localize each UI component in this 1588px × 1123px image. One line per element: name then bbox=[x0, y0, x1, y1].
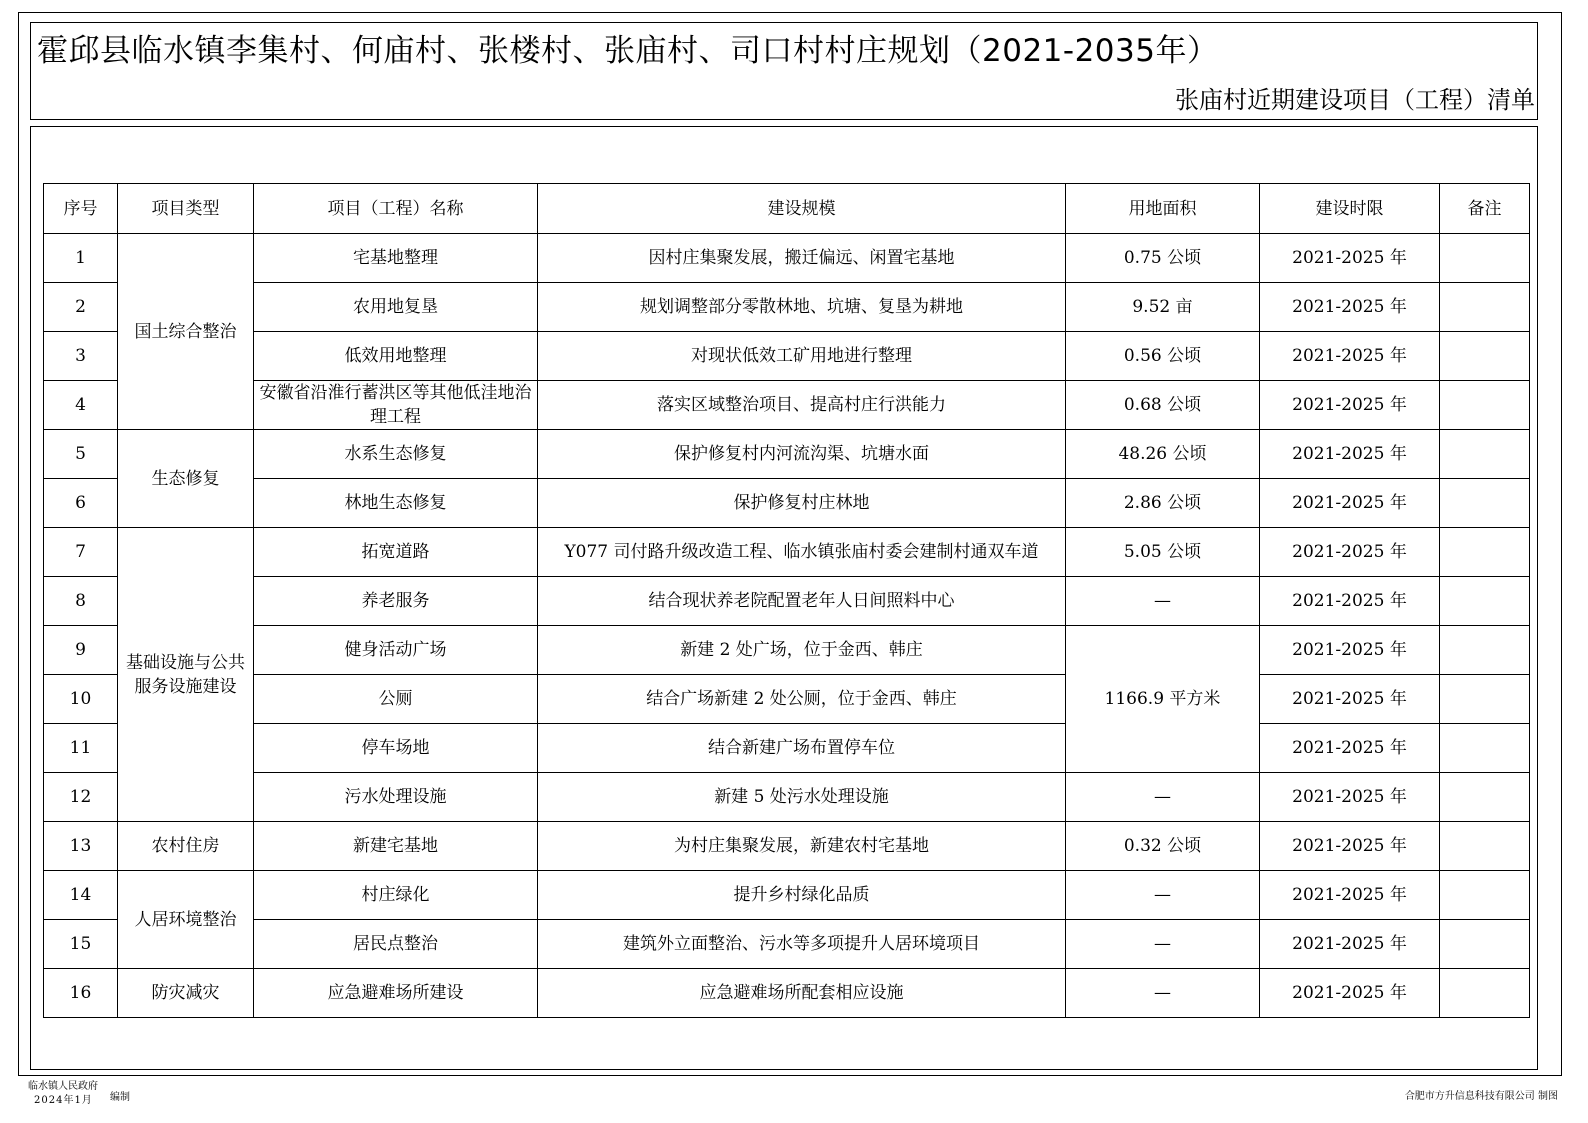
header-name: 项目（工程）名称 bbox=[254, 184, 538, 234]
cell-period: 2021-2025 年 bbox=[1260, 773, 1440, 822]
cell-no: 14 bbox=[44, 871, 118, 920]
cell-scale: 结合新建广场布置停车位 bbox=[538, 724, 1066, 773]
cell-scale: 建筑外立面整治、污水等多项提升人居环境项目 bbox=[538, 920, 1066, 969]
cell-name: 停车场地 bbox=[254, 724, 538, 773]
table-row bbox=[44, 626, 1530, 675]
cell-period: 2021-2025 年 bbox=[1260, 234, 1440, 283]
table-row bbox=[44, 871, 1530, 920]
cell-note bbox=[1440, 528, 1530, 577]
table-row bbox=[44, 283, 1530, 332]
cell-name: 农用地复垦 bbox=[254, 283, 538, 332]
cell-type: 防灾减灾 bbox=[118, 969, 254, 1018]
cell-scale: 应急避难场所配套相应设施 bbox=[538, 969, 1066, 1018]
cell-no: 11 bbox=[44, 724, 118, 773]
cell-no: 16 bbox=[44, 969, 118, 1018]
cell-note bbox=[1440, 920, 1530, 969]
cell-period: 2021-2025 年 bbox=[1260, 430, 1440, 479]
cell-scale: 结合现状养老院配置老年人日间照料中心 bbox=[538, 577, 1066, 626]
cell-area: — bbox=[1066, 920, 1260, 969]
cell-name: 公厕 bbox=[254, 675, 538, 724]
cell-no: 13 bbox=[44, 822, 118, 871]
cell-no: 12 bbox=[44, 773, 118, 822]
cell-note bbox=[1440, 430, 1530, 479]
cell-note bbox=[1440, 969, 1530, 1018]
cell-area: — bbox=[1066, 577, 1260, 626]
cell-note bbox=[1440, 822, 1530, 871]
cell-name: 新建宅基地 bbox=[254, 822, 538, 871]
cell-no: 15 bbox=[44, 920, 118, 969]
cell-area: — bbox=[1066, 773, 1260, 822]
cell-period: 2021-2025 年 bbox=[1260, 969, 1440, 1018]
cell-type: 人居环境整治 bbox=[118, 871, 254, 969]
table-row bbox=[44, 430, 1530, 479]
cell-scale: 落实区域整治项目、提高村庄行洪能力 bbox=[538, 381, 1066, 430]
title-box bbox=[30, 22, 1538, 120]
table-row bbox=[44, 479, 1530, 528]
footer-org: 临水镇人民政府 bbox=[28, 1081, 98, 1092]
table-row bbox=[44, 332, 1530, 381]
cell-no: 2 bbox=[44, 283, 118, 332]
cell-area: 5.05 公顷 bbox=[1066, 528, 1260, 577]
footer-maker: 合肥市方升信息科技有限公司 制图 bbox=[1404, 1091, 1558, 1102]
table-row bbox=[44, 675, 1530, 724]
cell-no: 1 bbox=[44, 234, 118, 283]
cell-area: 1166.9 平方米 bbox=[1066, 626, 1260, 773]
cell-area: 2.86 公顷 bbox=[1066, 479, 1260, 528]
cell-no: 4 bbox=[44, 381, 118, 430]
cell-name: 应急避难场所建设 bbox=[254, 969, 538, 1018]
cell-period: 2021-2025 年 bbox=[1260, 626, 1440, 675]
page-subtitle: 张庙村近期建设项目（工程）清单 bbox=[1175, 86, 1535, 114]
cell-period: 2021-2025 年 bbox=[1260, 283, 1440, 332]
cell-scale: 为村庄集聚发展，新建农村宅基地 bbox=[538, 822, 1066, 871]
cell-area: 0.56 公顷 bbox=[1066, 332, 1260, 381]
cell-area: 0.32 公顷 bbox=[1066, 822, 1260, 871]
header-period: 建设时限 bbox=[1260, 184, 1440, 234]
cell-no: 8 bbox=[44, 577, 118, 626]
cell-name: 宅基地整理 bbox=[254, 234, 538, 283]
cell-period: 2021-2025 年 bbox=[1260, 871, 1440, 920]
table-row bbox=[44, 528, 1530, 577]
cell-note bbox=[1440, 283, 1530, 332]
cell-name: 拓宽道路 bbox=[254, 528, 538, 577]
cell-name: 安徽省沿淮行蓄洪区等其他低洼地治理工程 bbox=[254, 381, 538, 430]
cell-name: 健身活动广场 bbox=[254, 626, 538, 675]
cell-type: 农村住房 bbox=[118, 822, 254, 871]
cell-scale: 提升乡村绿化品质 bbox=[538, 871, 1066, 920]
cell-area: 0.75 公顷 bbox=[1066, 234, 1260, 283]
cell-scale: 对现状低效工矿用地进行整理 bbox=[538, 332, 1066, 381]
cell-note bbox=[1440, 577, 1530, 626]
cell-scale: 新建 2 处广场，位于金西、韩庄 bbox=[538, 626, 1066, 675]
cell-name: 林地生态修复 bbox=[254, 479, 538, 528]
cell-no: 5 bbox=[44, 430, 118, 479]
cell-period: 2021-2025 年 bbox=[1260, 675, 1440, 724]
cell-area: — bbox=[1066, 871, 1260, 920]
cell-scale: 规划调整部分零散林地、坑塘、复垦为耕地 bbox=[538, 283, 1066, 332]
cell-name: 污水处理设施 bbox=[254, 773, 538, 822]
table-row bbox=[44, 822, 1530, 871]
cell-note bbox=[1440, 626, 1530, 675]
footer-date: 2024年1月 bbox=[34, 1095, 93, 1106]
table-row bbox=[44, 969, 1530, 1018]
table-row bbox=[44, 724, 1530, 773]
table-row bbox=[44, 234, 1530, 283]
cell-note bbox=[1440, 234, 1530, 283]
cell-period: 2021-2025 年 bbox=[1260, 920, 1440, 969]
cell-note bbox=[1440, 332, 1530, 381]
cell-type: 生态修复 bbox=[118, 430, 254, 528]
header-scale: 建设规模 bbox=[538, 184, 1066, 234]
table-row bbox=[44, 773, 1530, 822]
cell-period: 2021-2025 年 bbox=[1260, 724, 1440, 773]
cell-period: 2021-2025 年 bbox=[1260, 332, 1440, 381]
cell-note bbox=[1440, 381, 1530, 430]
cell-scale: 保护修复村内河流沟渠、坑塘水面 bbox=[538, 430, 1066, 479]
cell-no: 3 bbox=[44, 332, 118, 381]
cell-area: 0.68 公顷 bbox=[1066, 381, 1260, 430]
project-table bbox=[43, 183, 1530, 1018]
cell-period: 2021-2025 年 bbox=[1260, 381, 1440, 430]
header-note: 备注 bbox=[1440, 184, 1530, 234]
cell-no: 10 bbox=[44, 675, 118, 724]
cell-scale: 新建 5 处污水处理设施 bbox=[538, 773, 1066, 822]
cell-name: 村庄绿化 bbox=[254, 871, 538, 920]
page-title: 霍邱县临水镇李集村、何庙村、张楼村、张庙村、司口村村庄规划（2021-2035年） bbox=[37, 33, 1219, 69]
cell-no: 6 bbox=[44, 479, 118, 528]
cell-name: 低效用地整理 bbox=[254, 332, 538, 381]
cell-area: 48.26 公顷 bbox=[1066, 430, 1260, 479]
cell-no: 9 bbox=[44, 626, 118, 675]
cell-period: 2021-2025 年 bbox=[1260, 822, 1440, 871]
cell-period: 2021-2025 年 bbox=[1260, 479, 1440, 528]
cell-type: 国土综合整治 bbox=[118, 234, 254, 430]
table-row bbox=[44, 920, 1530, 969]
cell-note bbox=[1440, 871, 1530, 920]
table-header-row bbox=[44, 184, 1530, 234]
cell-name: 养老服务 bbox=[254, 577, 538, 626]
cell-scale: 因村庄集聚发展，搬迁偏远、闲置宅基地 bbox=[538, 234, 1066, 283]
cell-no: 7 bbox=[44, 528, 118, 577]
cell-note bbox=[1440, 724, 1530, 773]
cell-period: 2021-2025 年 bbox=[1260, 528, 1440, 577]
cell-note bbox=[1440, 773, 1530, 822]
table-row bbox=[44, 577, 1530, 626]
cell-scale: Y077 司付路升级改造工程、临水镇张庙村委会建制村通双车道 bbox=[538, 528, 1066, 577]
header-area: 用地面积 bbox=[1066, 184, 1260, 234]
header-type: 项目类型 bbox=[118, 184, 254, 234]
cell-name: 居民点整治 bbox=[254, 920, 538, 969]
cell-note bbox=[1440, 479, 1530, 528]
cell-type: 基础设施与公共服务设施建设 bbox=[118, 528, 254, 822]
footer-org-block bbox=[28, 1080, 98, 1108]
cell-note bbox=[1440, 675, 1530, 724]
cell-area: — bbox=[1066, 969, 1260, 1018]
header-no: 序号 bbox=[44, 184, 118, 234]
footer-compiled: 编制 bbox=[110, 1092, 130, 1103]
cell-period: 2021-2025 年 bbox=[1260, 577, 1440, 626]
table-row bbox=[44, 381, 1530, 430]
cell-scale: 保护修复村庄林地 bbox=[538, 479, 1066, 528]
cell-scale: 结合广场新建 2 处公厕，位于金西、韩庄 bbox=[538, 675, 1066, 724]
cell-area: 9.52 亩 bbox=[1066, 283, 1260, 332]
cell-name: 水系生态修复 bbox=[254, 430, 538, 479]
